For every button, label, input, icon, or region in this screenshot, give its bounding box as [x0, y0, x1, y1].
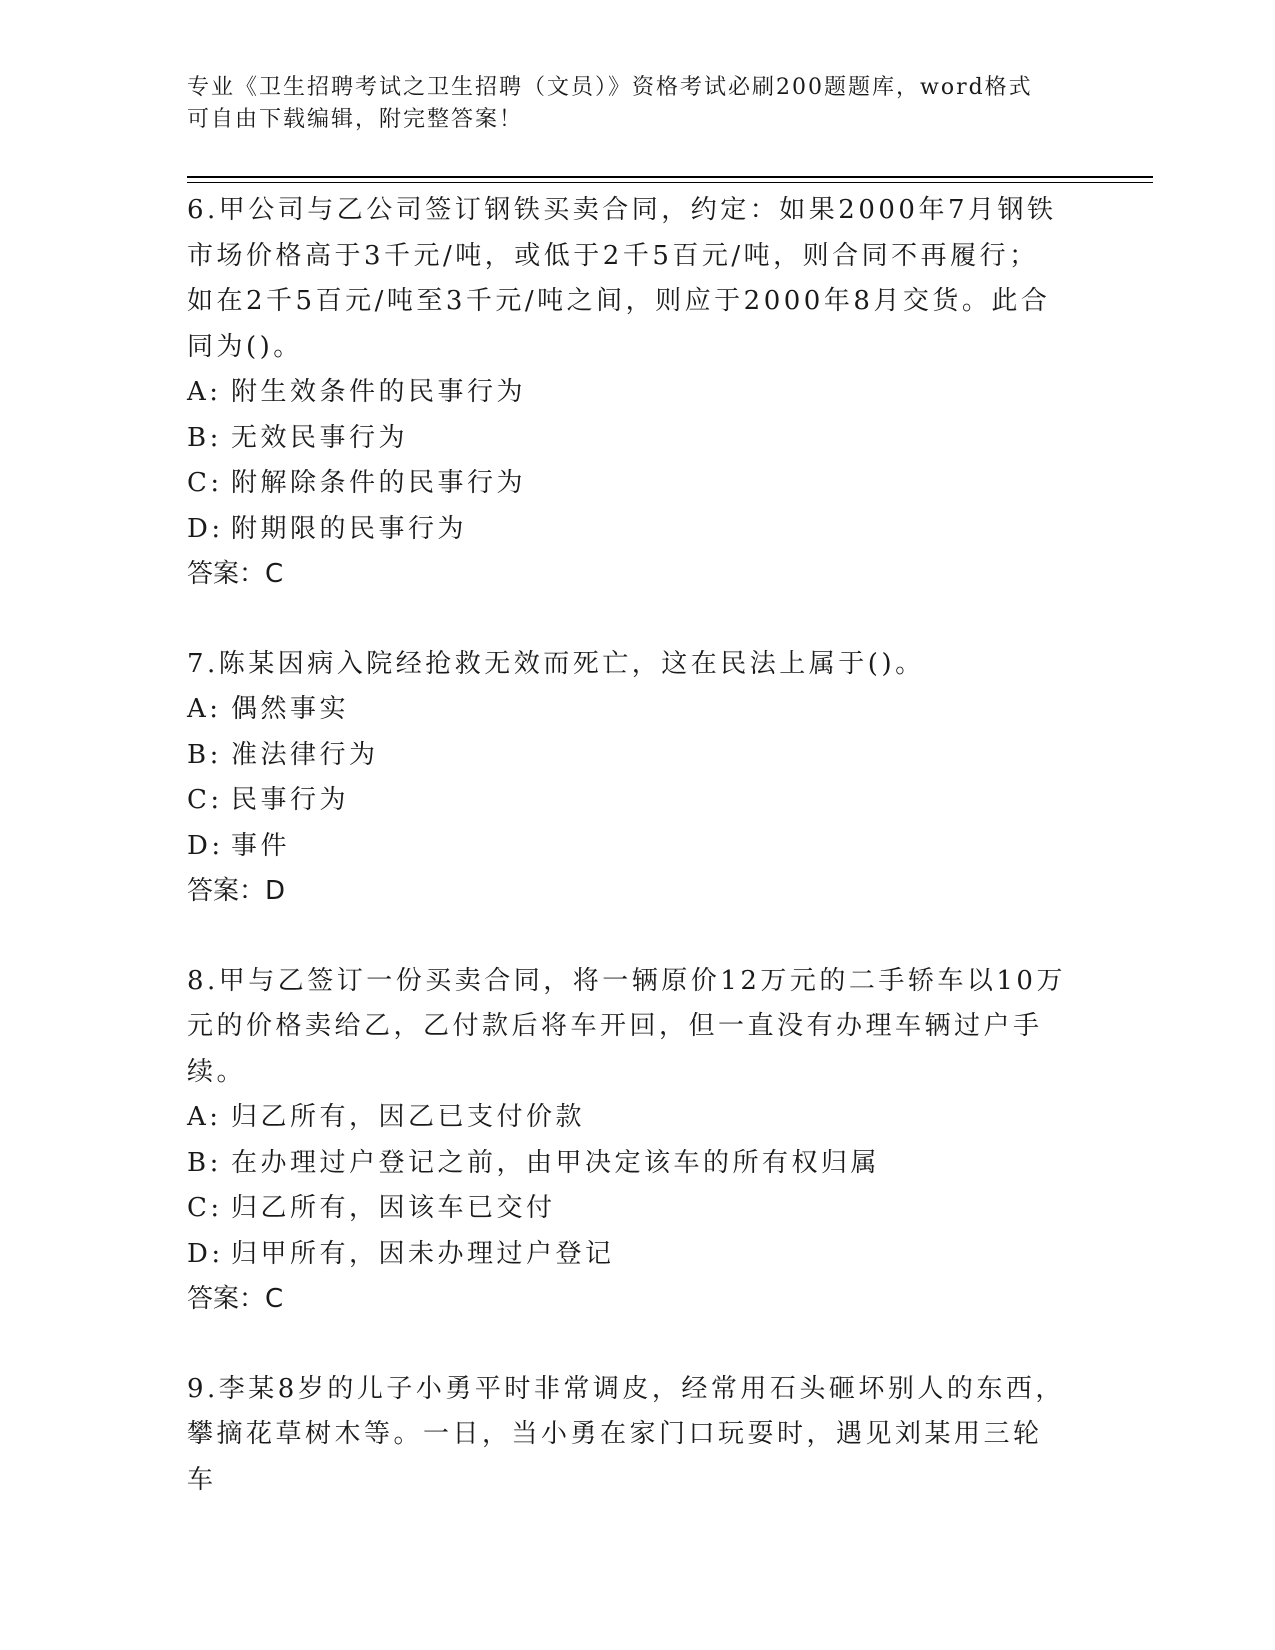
option-key: A: [187, 377, 222, 407]
header-divider-thick [187, 176, 1153, 178]
header-title-line1: 专业《卫生招聘考试之卫生招聘（文员）》资格考试必刷200题题库，word格式 [187, 75, 1033, 100]
option-text: 归乙所有，因乙已支付价款 [231, 1102, 586, 1132]
document-header [187, 72, 1067, 136]
option-b [187, 733, 1067, 779]
option-key: D: [187, 830, 224, 861]
option-d [187, 1232, 1067, 1278]
question-6 [187, 188, 1067, 598]
option-a [187, 1095, 1067, 1141]
question-7 [187, 642, 1067, 915]
option-a [187, 687, 1067, 733]
option-text: 无效民事行为 [231, 422, 409, 453]
question-text: 6.甲公司与乙公司签订钢铁买卖合同，约定：如果2000年7月钢铁市场价格高于3千元/吨，或低于2千5百元/吨，则合同不再履行；如在2千5百元/吨至3千元/吨之间，则应于2000年8月交货。此合同为()。 [187, 195, 1057, 362]
option-text: 在办理过户登记之前，由甲决定该车的所有权归属 [231, 1147, 881, 1178]
option-key: B: [187, 739, 222, 770]
option-d [187, 507, 1067, 553]
question-text: 8.甲与乙签订一份买卖合同，将一辆原价12万元的二手轿车以10万元的价格卖给乙，乙付款后将车开回，但一直没有办理车辆过户手续。 [187, 965, 1066, 1087]
option-key: A: [187, 1102, 222, 1132]
option-text: 准法律行为 [231, 739, 379, 770]
option-text: 附解除条件的民事行为 [231, 468, 527, 498]
option-key: B: [187, 1147, 222, 1178]
option-c [187, 1186, 1067, 1232]
option-key: A: [187, 694, 222, 724]
option-text: 归乙所有，因该车已交付 [231, 1193, 556, 1223]
question-9 [187, 1367, 1067, 1504]
option-b [187, 1141, 1067, 1187]
header-divider-thin [187, 182, 1153, 183]
option-d [187, 824, 1067, 870]
answer: 答案：C [187, 1284, 284, 1314]
option-text: 事件 [231, 830, 291, 861]
question-8 [187, 959, 1067, 1323]
option-key: C: [187, 785, 223, 815]
option-a [187, 370, 1067, 416]
option-key: D: [187, 513, 224, 544]
option-text: 附期限的民事行为 [231, 513, 468, 544]
option-c [187, 461, 1067, 507]
option-key: D: [187, 1238, 224, 1269]
option-text: 附生效条件的民事行为 [231, 377, 527, 407]
option-text: 民事行为 [231, 785, 350, 815]
question-text: 7.陈某因病入院经抢救无效而死亡，这在民法上属于()。 [187, 648, 925, 679]
answer: 答案：D [187, 876, 286, 906]
option-key: C: [187, 468, 223, 498]
option-text: 偶然事实 [231, 694, 350, 724]
answer: 答案：C [187, 559, 284, 589]
option-c [187, 778, 1067, 824]
option-text: 归甲所有，因未办理过户登记 [231, 1238, 615, 1269]
option-b [187, 416, 1067, 462]
option-key: C: [187, 1193, 223, 1223]
header-title-line2: 可自由下载编辑，附完整答案！ [187, 107, 524, 132]
question-text: 9.李某8岁的儿子小勇平时非常调皮，经常用石头砸坏别人的东西，攀摘花草树木等。一日，当小勇在家门口玩耍时，遇见刘某用三轮车 [187, 1373, 1065, 1495]
option-key: B: [187, 422, 222, 453]
question-list [187, 188, 1067, 1547]
